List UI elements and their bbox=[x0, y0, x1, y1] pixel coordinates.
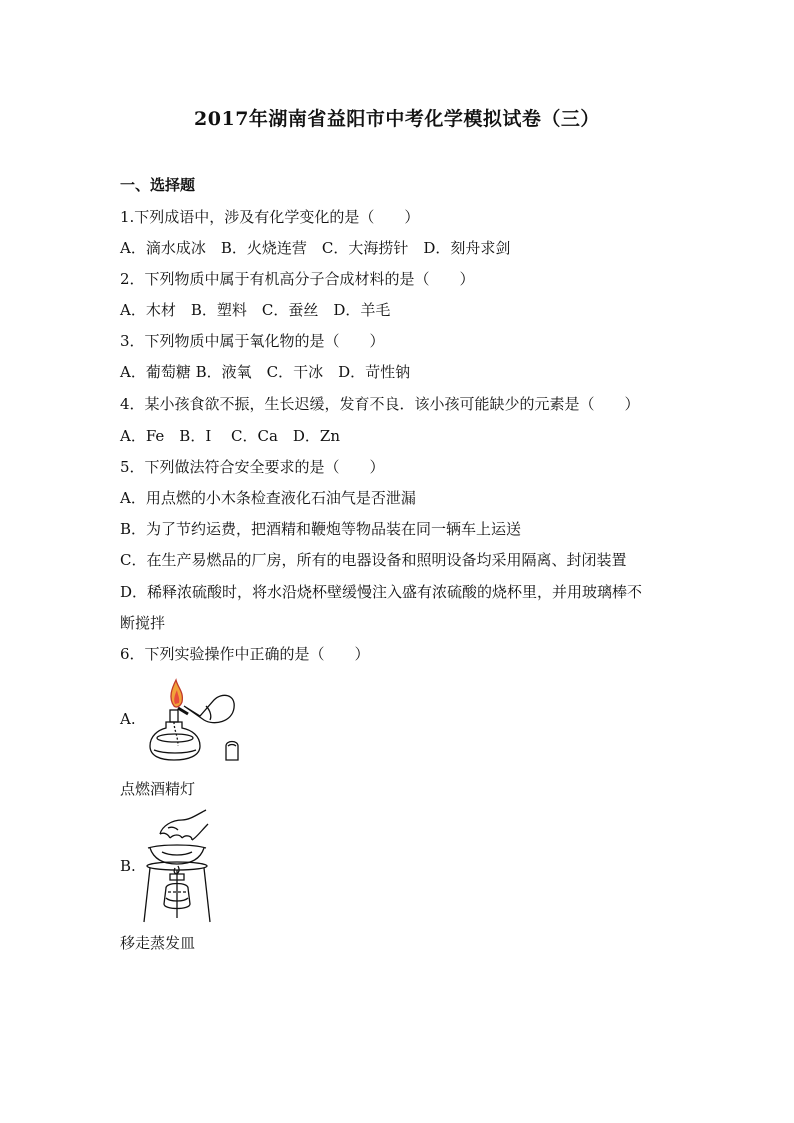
question-5-option-b: B．为了节约运费，把酒精和鞭炮等物品装在同一辆车上运送 bbox=[120, 520, 522, 538]
question-1: 1.下列成语中，涉及有化学变化的是（ ） bbox=[120, 208, 420, 226]
question-4-options: A．Fe B．I C．Ca D．Zn bbox=[120, 427, 341, 445]
figure-b-caption: 移走蒸发皿 bbox=[120, 934, 196, 952]
alcohol-lamp-icon bbox=[144, 676, 248, 770]
evaporating-dish-icon bbox=[142, 808, 212, 930]
page-title: 2017年湖南省益阳市中考化学模拟试卷（三） bbox=[194, 108, 600, 130]
question-5-option-d: D．稀释浓硫酸时，将水沿烧杯壁缓慢注入盛有浓硫酸的烧杯里，并用玻璃棒不 bbox=[120, 583, 643, 601]
question-3: 3．下列物质中属于氧化物的是（ ） bbox=[120, 332, 385, 350]
question-6: 6．下列实验操作中正确的是（ ） bbox=[120, 645, 370, 663]
question-2-options: A．木材 B．塑料 C．蚕丝 D．羊毛 bbox=[120, 301, 391, 319]
figure-a-label: A. bbox=[120, 710, 136, 728]
question-3-options: A．葡萄糖 B．液氧 C．干冰 D．苛性钠 bbox=[120, 363, 411, 381]
figure-b-label: B. bbox=[120, 857, 136, 875]
question-5-option-c: C．在生产易燃品的厂房，所有的电器设备和照明设备均采用隔离、封闭装置 bbox=[120, 551, 627, 569]
figure-a-caption: 点燃酒精灯 bbox=[120, 780, 196, 798]
question-5: 5．下列做法符合安全要求的是（ ） bbox=[120, 458, 385, 476]
question-4: 4．某小孩食欲不振，生长迟缓，发育不良．该小孩可能缺少的元素是（ ） bbox=[120, 395, 640, 413]
question-2: 2．下列物质中属于有机高分子合成材料的是（ ） bbox=[120, 270, 475, 288]
question-1-options: A．滴水成冰 B．火烧连营 C．大海捞针 D．刻舟求剑 bbox=[120, 239, 511, 257]
question-5-option-d-cont: 断搅拌 bbox=[120, 614, 166, 632]
section-heading: 一、选择题 bbox=[120, 176, 196, 194]
question-5-option-a: A．用点燃的小木条检查液化石油气是否泄漏 bbox=[120, 489, 416, 507]
